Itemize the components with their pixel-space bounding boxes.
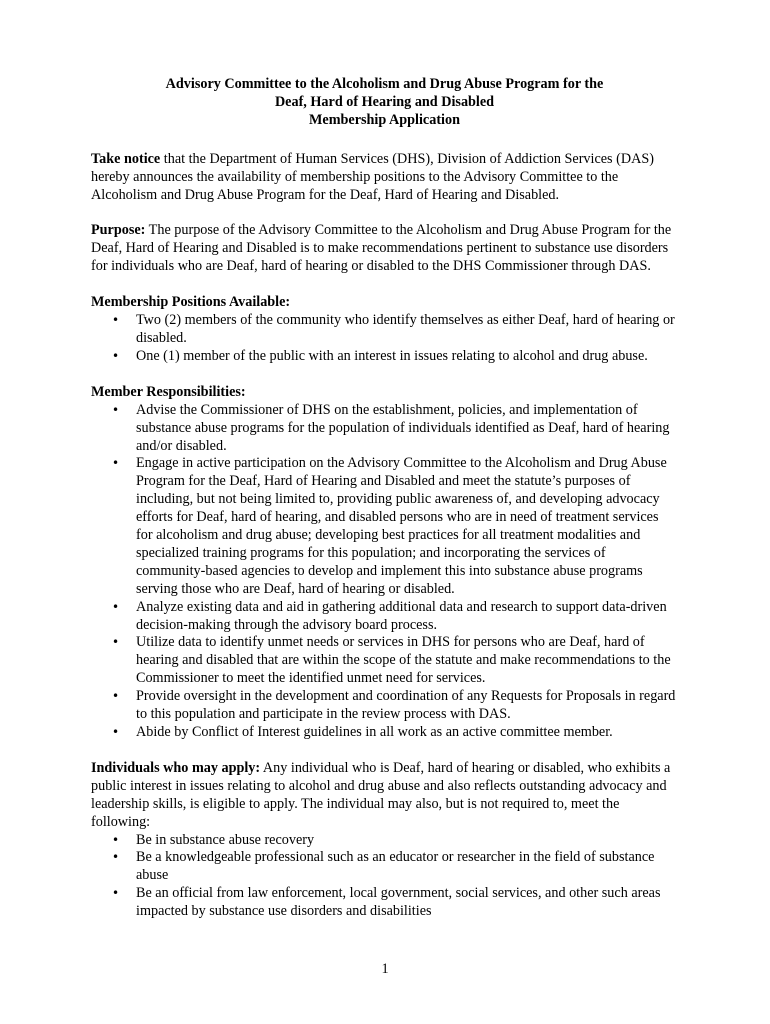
list-item: • Provide oversight in the development and coordination of any Requests for Proposals in regard to this population and participate in the review process with DAS. bbox=[91, 688, 678, 724]
list-item: • Be in substance abuse recovery bbox=[91, 832, 678, 850]
notice-paragraph bbox=[91, 151, 678, 205]
responsibilities-heading: Member Responsibilities: bbox=[91, 383, 246, 400]
positions-list bbox=[91, 312, 678, 366]
list-item: • Analyze existing data and aid in gathering additional data and research to support data-driven decision-making through the advisory board process. bbox=[91, 599, 678, 635]
notice-text: that the Department of Human Services (DHS), Division of Addiction Services (DAS) hereby announces the availability of membership positions to the Advisory Committee to the Alcoholism and Drug Abuse Program for the Deaf, Hard of Hearing and Disabled. bbox=[91, 150, 654, 203]
title-line-1: Advisory Committee to the Alcoholism and Drug Abuse Program for the bbox=[165, 76, 604, 92]
list-item: • Be an official from law enforcement, local government, social services, and other such areas impacted by substance use disorders and disabilities bbox=[91, 885, 678, 921]
list-item: • One (1) member of the public with an interest in issues relating to alcohol and drug abuse. bbox=[91, 348, 678, 366]
purpose-paragraph bbox=[91, 222, 678, 276]
positions-heading: Membership Positions Available: bbox=[91, 294, 291, 311]
list-item: • Utilize data to identify unmet needs or services in DHS for persons who are Deaf, hard of hearing and disabled that are within the scope of the statute and make recommendations to the Commissioner to meet the identified unmet need for services. bbox=[91, 634, 678, 688]
title-line-3: Membership Application bbox=[309, 111, 460, 128]
responsibilities-section bbox=[91, 384, 678, 742]
title-line-2: Deaf, Hard of Hearing and Disabled bbox=[274, 93, 495, 110]
eligibility-text: Any individual who is Deaf, hard of hearing or disabled, who exhibits a public interest in issues relating to alcohol and drug abuse and also reflects outstanding advocacy and leadership skills, is eligible to apply. The individual may also, but is not required to, meet the following: bbox=[91, 759, 671, 830]
list-item: • Be a knowledgeable professional such as an educator or researcher in the field of substance abuse bbox=[91, 849, 678, 885]
eligibility-lead: Individuals who may apply: bbox=[91, 759, 261, 776]
responsibilities-list bbox=[91, 402, 678, 742]
list-item: • Engage in active participation on the Advisory Committee to the Alcoholism and Drug Abuse Program for the Deaf, Hard of Hearing and Disabled and meet the statute’s purposes of including, but not being limited to, providing public awareness of, and developing advocacy efforts for Deaf, hard of hearing, and disabled persons who are in need of treatment services for alcoholism and drug abuse; developing best practices for all treatment modalities and specialized training programs for this population; and incorporating the services of community-based agencies to develop and implement this into substance abuse programs serving those who are Deaf, hard of hearing or disabled. bbox=[91, 455, 678, 598]
purpose-lead: Purpose: bbox=[91, 222, 146, 239]
eligibility-paragraph bbox=[91, 760, 678, 832]
eligibility-list bbox=[91, 832, 678, 922]
list-item: • Two (2) members of the community who identify themselves as either Deaf, hard of hearing or disabled. bbox=[91, 312, 678, 348]
document-title bbox=[91, 76, 678, 130]
positions-section bbox=[91, 294, 678, 366]
page-number: 1 bbox=[381, 961, 389, 977]
list-item: • Abide by Conflict of Interest guidelines in all work as an active committee member. bbox=[91, 724, 678, 742]
list-item: • Advise the Commissioner of DHS on the establishment, policies, and implementation of substance abuse programs for the population of individuals identified as Deaf, hard of hearing and/or disabled. bbox=[91, 402, 678, 456]
purpose-text: The purpose of the Advisory Committee to the Alcoholism and Drug Abuse Program for the Deaf, Hard of Hearing and Disabled is to make recommendations pertinent to substance use disorders for individuals who are Deaf, hard of hearing or disabled to the DHS Commissioner through DAS. bbox=[91, 222, 672, 275]
notice-lead: Take notice bbox=[91, 150, 161, 167]
eligibility-section bbox=[91, 760, 678, 921]
